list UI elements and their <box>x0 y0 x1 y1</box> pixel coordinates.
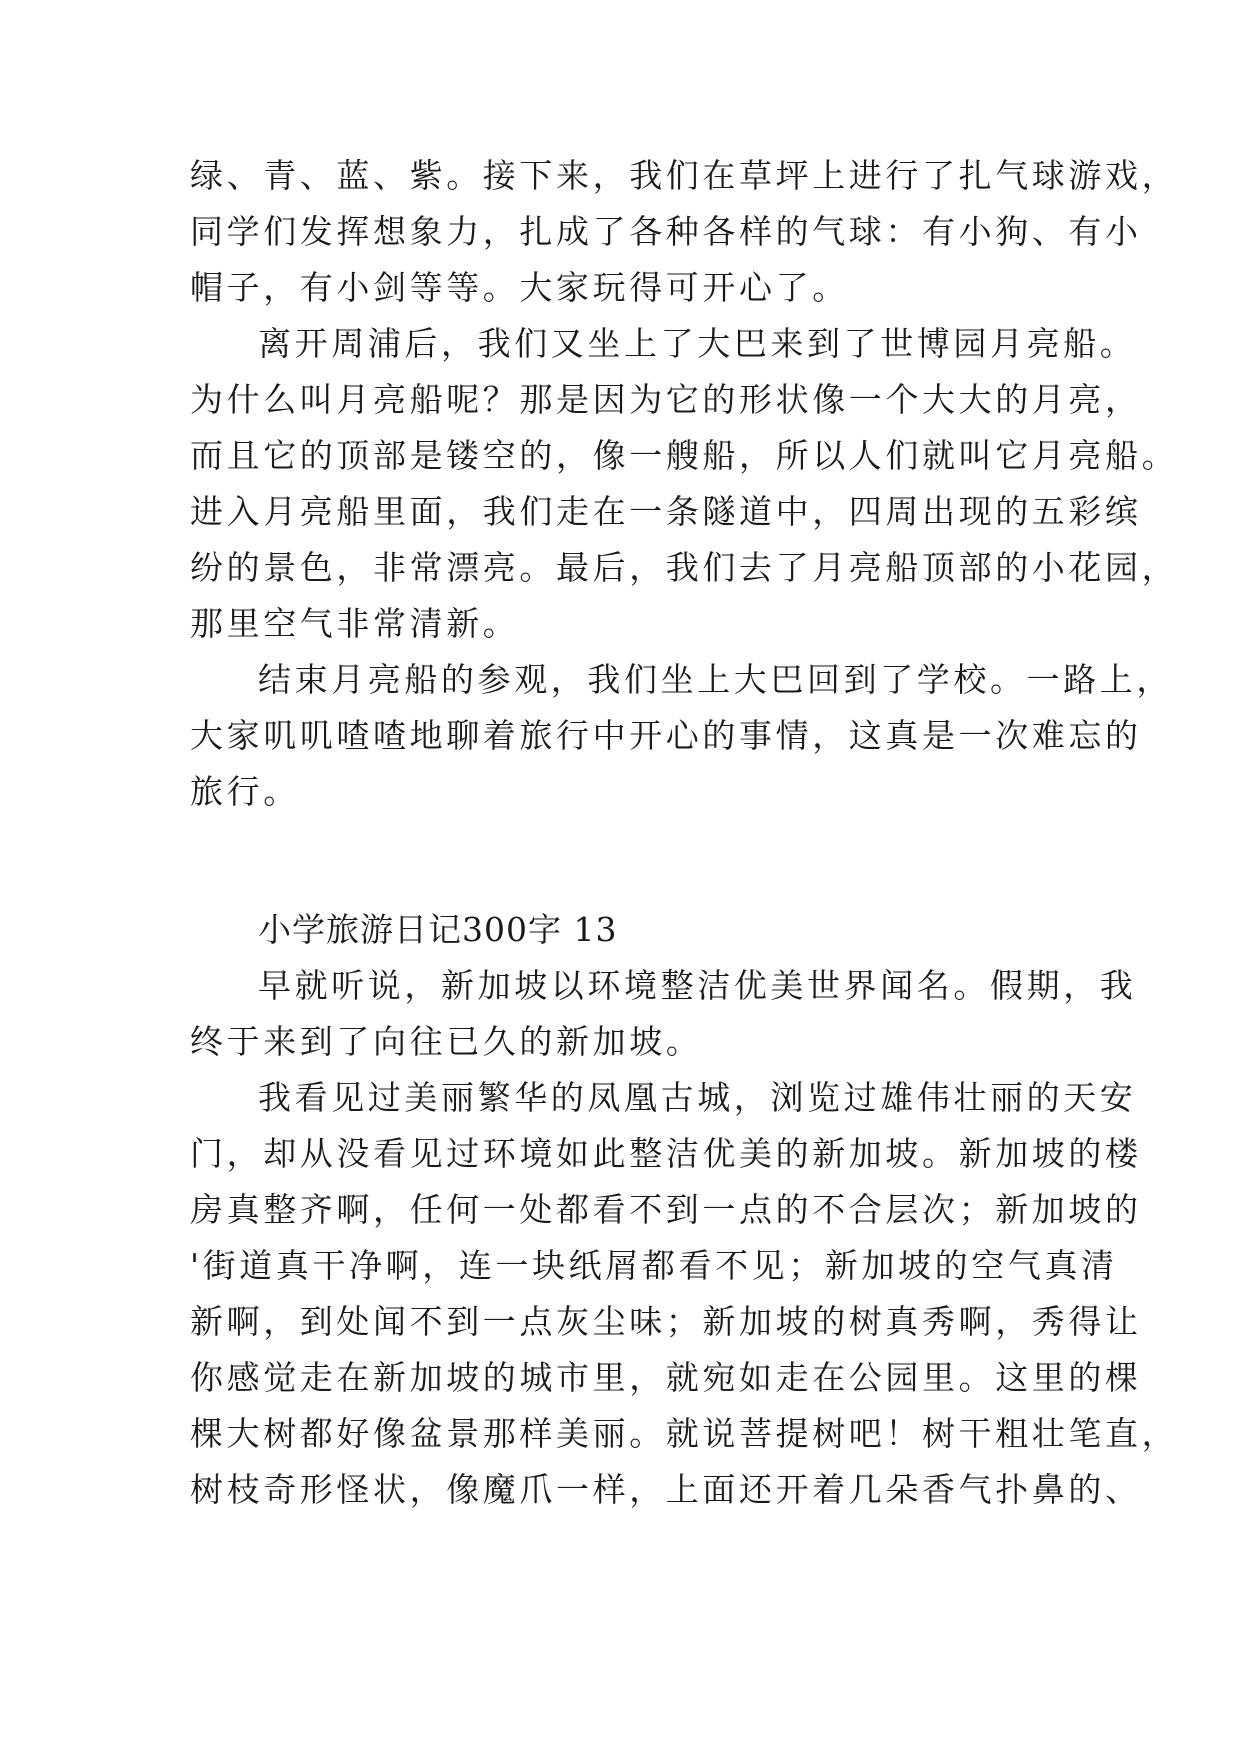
text-line: 纷的景色，非常漂亮。最后，我们去了月亮船顶部的小花园， <box>190 548 1179 587</box>
text-line: 棵大树都好像盆景那样美丽。就说菩提树吧！树干粗壮笔直， <box>190 1414 1179 1453</box>
text-line: 旅行。 <box>190 772 300 811</box>
text-line: 早就听说，新加坡以环境整洁优美世界闻名。假期，我 <box>258 966 1137 1005</box>
text-line: 离开周浦后，我们又坐上了大巴来到了世博园月亮船。 <box>258 324 1137 363</box>
section-heading: 小学旅游日记300字 13 <box>258 910 618 949</box>
text-line: 结束月亮船的参观，我们坐上大巴回到了学校。一路上， <box>258 660 1173 699</box>
text-line: 同学们发挥想象力，扎成了各种各样的气球：有小狗、有小 <box>190 212 1142 251</box>
text-line: 为什么叫月亮船呢？那是因为它的形状像一个大大的月亮， <box>190 380 1142 419</box>
text-line: 门，却从没看见过环境如此整洁优美的新加坡。新加坡的楼 <box>190 1134 1142 1173</box>
text-line: 终于来到了向往已久的新加坡。 <box>190 1022 703 1061</box>
text-line: 树枝奇形怪状，像魔爪一样，上面还开着几朵香气扑鼻的、 <box>190 1470 1142 1509</box>
text-line: 绿、青、蓝、紫。接下来，我们在草坪上进行了扎气球游戏， <box>190 156 1179 195</box>
text-line: 那里空气非常清新。 <box>190 604 520 643</box>
text-line: '街道真干净啊，连一块纸屑都看不见；新加坡的空气真清 <box>190 1246 1118 1285</box>
text-line: 帽子，有小剑等等。大家玩得可开心了。 <box>190 268 849 307</box>
text-line: 大家叽叽喳喳地聊着旅行中开心的事情，这真是一次难忘的 <box>190 716 1142 755</box>
text-line: 你感觉走在新加坡的城市里，就宛如走在公园里。这里的棵 <box>190 1358 1142 1397</box>
text-line: 我看见过美丽繁华的凤凰古城，浏览过雄伟壮丽的天安 <box>258 1078 1137 1117</box>
text-line: 房真整齐啊，任何一处都看不到一点的不合层次；新加坡的 <box>190 1190 1142 1229</box>
text-line: 进入月亮船里面，我们走在一条隧道中，四周出现的五彩缤 <box>190 492 1142 531</box>
text-line: 而且它的顶部是镂空的，像一艘船，所以人们就叫它月亮船。 <box>190 436 1179 475</box>
text-line: 新啊，到处闻不到一点灰尘味；新加坡的树真秀啊，秀得让 <box>190 1302 1142 1341</box>
